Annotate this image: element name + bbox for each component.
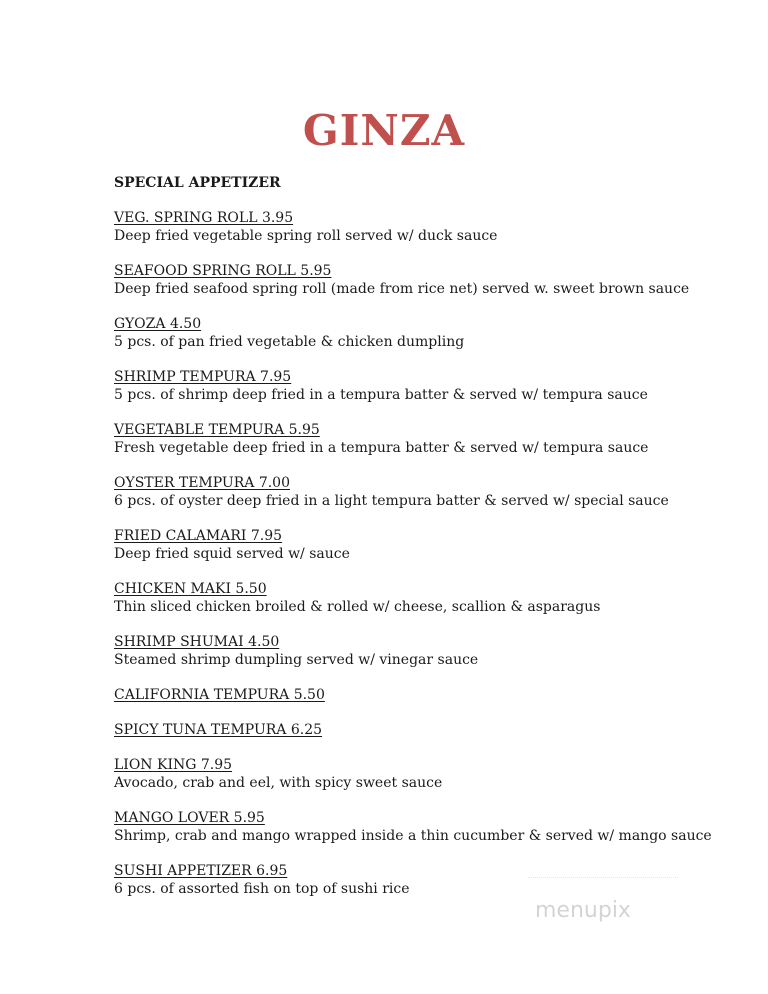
menu-item-name: OYSTER TEMPURA 7.00 xyxy=(114,475,290,491)
menu-item xyxy=(114,862,734,915)
menu-item xyxy=(114,315,734,368)
menu-item-name: CHICKEN MAKI 5.50 xyxy=(114,581,267,597)
menu-item-name: FRIED CALAMARI 7.95 xyxy=(114,528,283,544)
menu-item-description: Thin sliced chicken broiled & rolled w/ cheese, scallion & asparagus xyxy=(114,599,601,615)
menu-item-name: VEG. SPRING ROLL 3.95 xyxy=(114,210,294,226)
menu-item-description: 5 pcs. of shrimp deep fried in a tempura batter & served w/ tempura sauce xyxy=(114,387,648,403)
menu-item-description: Deep fried squid served w/ sauce xyxy=(114,546,350,562)
menu-item-description: 6 pcs. of oyster deep fried in a light tempura batter & served w/ special sauce xyxy=(114,493,669,509)
watermark-line xyxy=(528,877,678,884)
menu-title: GINZA xyxy=(302,106,466,155)
menu-item-name: GYOZA 4.50 xyxy=(114,316,202,332)
menu-item-description: Shrimp, crab and mango wrapped inside a thin cucumber & served w/ mango sauce xyxy=(114,828,712,844)
menu-item xyxy=(114,580,734,633)
menu-item-name: MANGO LOVER 5.95 xyxy=(114,810,265,826)
menu-item xyxy=(114,809,734,862)
menu-item xyxy=(114,262,734,315)
menu-item-list xyxy=(114,209,734,915)
menu-item xyxy=(114,633,734,686)
menu-item-name: CALIFORNIA TEMPURA 5.50 xyxy=(114,687,325,703)
menu-item-name: LION KING 7.95 xyxy=(114,757,233,773)
menu-item xyxy=(114,756,734,809)
menu-item-description: Fresh vegetable deep fried in a tempura batter & served w/ tempura sauce xyxy=(114,440,649,456)
menu-item-description: Deep fried vegetable spring roll served w/ duck sauce xyxy=(114,228,498,244)
menu-item-description: Steamed shrimp dumpling served w/ vinegar sauce xyxy=(114,652,479,668)
menu-item-name: SHRIMP TEMPURA 7.95 xyxy=(114,369,292,385)
menu-item xyxy=(114,474,734,527)
menu-item-description: 6 pcs. of assorted fish on top of sushi rice xyxy=(114,881,410,897)
menu-item-description: Deep fried seafood spring roll (made from rice net) served w. sweet brown sauce xyxy=(114,281,690,297)
menu-item-name: SPICY TUNA TEMPURA 6.25 xyxy=(114,722,323,738)
menu-item-description: Avocado, crab and eel, with spicy sweet sauce xyxy=(114,775,443,791)
menu-item-description: 5 pcs. of pan fried vegetable & chicken dumpling xyxy=(114,334,465,350)
menu-item-name: SEAFOOD SPRING ROLL 5.95 xyxy=(114,263,332,279)
menu-item-name: VEGETABLE TEMPURA 5.95 xyxy=(114,422,320,438)
menu-item xyxy=(114,421,734,474)
menu-item xyxy=(114,209,734,262)
watermark-logo: menupix xyxy=(535,898,631,923)
menu-item-name: SUSHI APPETIZER 6.95 xyxy=(114,863,288,879)
section-heading: SPECIAL APPETIZER xyxy=(114,175,281,191)
menu-item xyxy=(114,721,734,756)
menu-item xyxy=(114,686,734,721)
menu-item xyxy=(114,527,734,580)
menu-item-name: SHRIMP SHUMAI 4.50 xyxy=(114,634,280,650)
menu-item xyxy=(114,368,734,421)
